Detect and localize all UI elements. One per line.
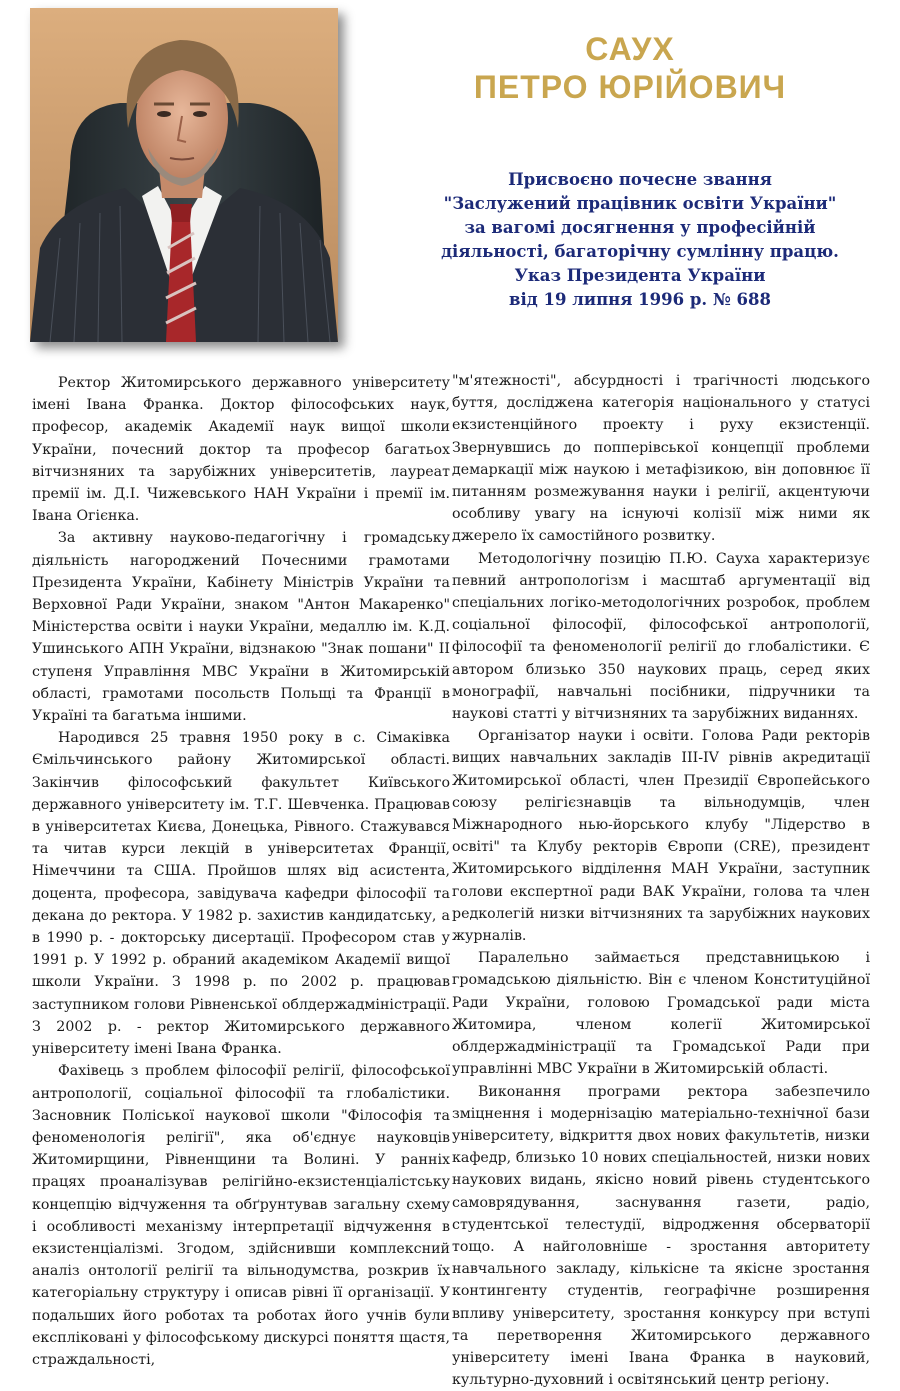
- biography-left-column: [32, 372, 450, 1371]
- award-line: Указ Президента України: [440, 264, 840, 288]
- portrait-photo: [30, 8, 338, 342]
- award-line: Присвоєно почесне звання: [440, 168, 840, 192]
- paragraph: Методологічну позицію П.Ю. Сауха характеризує певний антропологізм і масштаб аргументації від спеціальних логіко-методологічних розробок, проблем соціальної філософії, філософської антропології, філософії та феноменології релігії до глобалістики. Є автором близько 350 наукових праць, серед яких монографії, навчальні посібники, підручники та наукові статті у вітчизняних та зарубіжних виданнях.: [452, 548, 870, 726]
- person-name: [400, 30, 860, 106]
- paragraph: Організатор науки і освіти. Голова Ради ректорів вищих навчальних закладів ІІІ-ІV рівнів акредитації Житомирської області, член Президії Європейського союзу релігієзнавців та вільнодумців, член Міжнародного нью-йорського клубу "Лідерство в освіті" та Клубу ректорів Європи (CRE), президент Житомирського відділення МАН України, заступник голови експертної ради ВАК України, голова та член редколегій низки вітчизняних та зарубіжних наукових журналів.: [452, 725, 870, 947]
- paragraph: Виконання програми ректора забезпечило зміцнення і модернізацію матеріально-технічної бази університету, відкриття двох нових факультетів, низки кафедр, близько 10 нових спеціальностей, низки нових наукових видань, якісно новий рівень студентського самоврядування, заснування газети, радіо, студентської телестудії, відродження обсерваторії тощо. А найголовніше - зростання авторитету навчального закладу, кількісне та якісне зростання контингенту студентів, географічне розширення впливу університету, зростання конкурсу при вступі та перетворення Житомирського державного університету імені Івана Франка в науковий, культурно-духовний і освітянський центр регіону.: [452, 1081, 870, 1391]
- surname: САУХ: [400, 30, 860, 68]
- paragraph: Народився 25 травня 1950 року в с. Сімаківка Ємільчинського району Житомирської області. Закінчив філософський факультет Київського державного університету ім. Т.Г. Шевченка. Працював в університетах Києва, Донецька, Рівного. Стажувався та читав курси лекцій в університетах Франції, Німеччини та США. Пройшов шлях від асистента, доцента, професора, завідувача кафедри філософії та декана до ректора. У 1982 р. захистив кандидатську, а в 1990 р. - докторську дисертації. Професором став у 1991 р. У 1992 р. обраний академіком Академії вищої школи України. З 1998 р. по 2002 р. працював заступником голови Рівненської облдержадміністрації. З 2002 р. - ректор Житомирського державного університету імені Івана Франка.: [32, 727, 450, 1060]
- paragraph: Фахівець з проблем філософії релігії, філософської антропології, соціальної філософії та глобалістики. Засновник Поліської наукової школи "Філософія та феноменологія релігії", яка об'єднує науковців Житомирщини, Рівненщини та Волині. У ранніх працях проаналізував релігійно-екзистенціалістську концепцію відчуження та обґрунтував загальну схему і особливості механізму інтерпретації відчуження в екзистенціалізмі. Згодом, здійснивши комплексний аналіз онтології релігії та вільнодумства, розкрив їх категоріальну структуру і описав рівні її організації. У подальших його роботах та роботах його учнів були експліковані у філософському дискурсі поняття щастя, страждальності,: [32, 1060, 450, 1371]
- award-line: діяльності, багаторічну сумлінну працю.: [440, 240, 840, 264]
- award-line: від 19 липня 1996 р. № 688: [440, 288, 840, 312]
- paragraph: За активну науково-педагогічну і громадську діяльність нагороджений Почесними грамотами Президента України, Кабінету Міністрів України та Верховної Ради України, знаком "Антон Макаренко" Міністерства освіти і науки України, медаллю ім. К.Д. Ушинського АПН України, відзнакою "Знак пошани" ІІ ступеня Управління МВС України в Житомирській області, грамотами посольств Польщі та Франції в Україні та багатьма іншими.: [32, 527, 450, 727]
- paragraph-continued: "м'ятежності", абсурдності і трагічності людського буття, досліджена категорія національного у статусі екзистенційного проекту і руху екзистенції. Звернувшись до попперівської концепції проблеми демаркації між наукою і метафізикою, він доповнює її питанням розмежування науки і релігії, акцентуючи особливу увагу на існуючі колізії між ними як джерело їх самостійного розвитку.: [452, 370, 870, 548]
- paragraph: Ректор Житомирського державного університету імені Івана Франка. Доктор філософських наук, професор, академік Академії наук вищої школи України, почесний доктор та професор багатьох вітчизняних та зарубіжних університетів, лауреат премії ім. Д.І. Чижевського НАН України і премії ім. Івана Огієнка.: [32, 372, 450, 527]
- paragraph: Паралельно займається представницькою і громадською діяльністю. Він є членом Конституційної Ради України, головою Громадської ради міста Житомира, членом колегії Житомирської облдержадміністрації та Громадської Ради при управлінні МВС України в Житомирській області.: [452, 947, 870, 1080]
- biography-right-column: [452, 370, 870, 1391]
- award-statement: [440, 168, 840, 312]
- given-names: ПЕТРО ЮРІЙОВИЧ: [400, 68, 860, 106]
- award-line: "Заслужений працівник освіти України": [440, 192, 840, 216]
- award-line: за вагомі досягнення у професійній: [440, 216, 840, 240]
